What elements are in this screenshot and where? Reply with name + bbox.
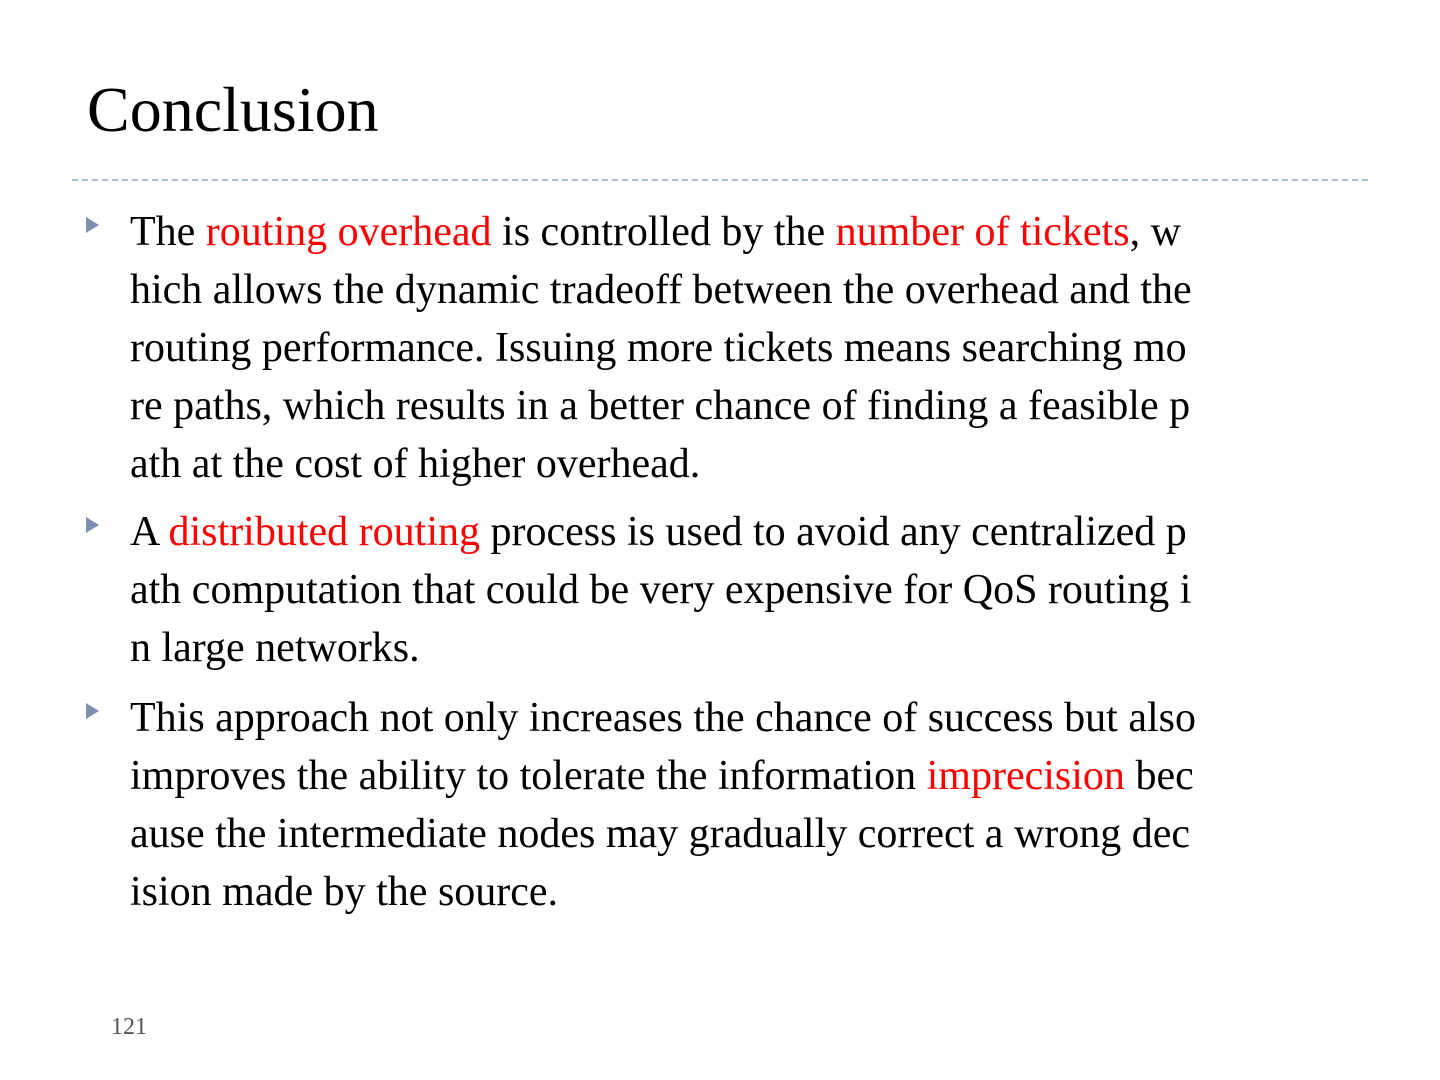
text-line: re paths, which results in a better chance of finding a feasible p (130, 383, 1191, 429)
bullet-arrow-icon (86, 703, 99, 719)
bullet-text (130, 503, 1356, 677)
text-line: ause the intermediate nodes may gradually correct a wrong dec (130, 811, 1191, 857)
highlight-imprecision: imprecision (926, 753, 1125, 799)
highlight-number-of-tickets: number of tickets (835, 209, 1130, 255)
text-line: This approach not only increases the chance of success but also (130, 695, 1196, 741)
bullet-text (130, 203, 1356, 493)
highlight-distributed-routing: distributed routing (168, 509, 480, 555)
text-line: improves the ability to tolerate the information imprecision bec (130, 753, 1194, 799)
page-number: 121 (111, 1014, 147, 1040)
text-line: ath computation that could be very expensive for QoS routing i (130, 567, 1192, 613)
text-line: hich allows the dynamic tradeoff between the overhead and the (130, 267, 1192, 313)
text-line: A distributed routing process is used to avoid any centralized p (130, 509, 1187, 555)
highlight-routing-overhead: routing overhead (205, 209, 492, 255)
slide-title: Conclusion (87, 74, 379, 145)
text-line: The routing overhead is controlled by the number of tickets, w (130, 209, 1181, 255)
text-line: n large networks. (130, 625, 420, 671)
bullet-arrow-icon (86, 217, 99, 233)
bullet-text (130, 689, 1356, 921)
title-divider (72, 179, 1368, 181)
text-line: ision made by the source. (130, 869, 559, 915)
bullet-arrow-icon (86, 517, 99, 533)
text-line: ath at the cost of higher overhead. (130, 441, 701, 487)
text-line: routing performance. Issuing more tickets means searching mo (130, 325, 1187, 371)
